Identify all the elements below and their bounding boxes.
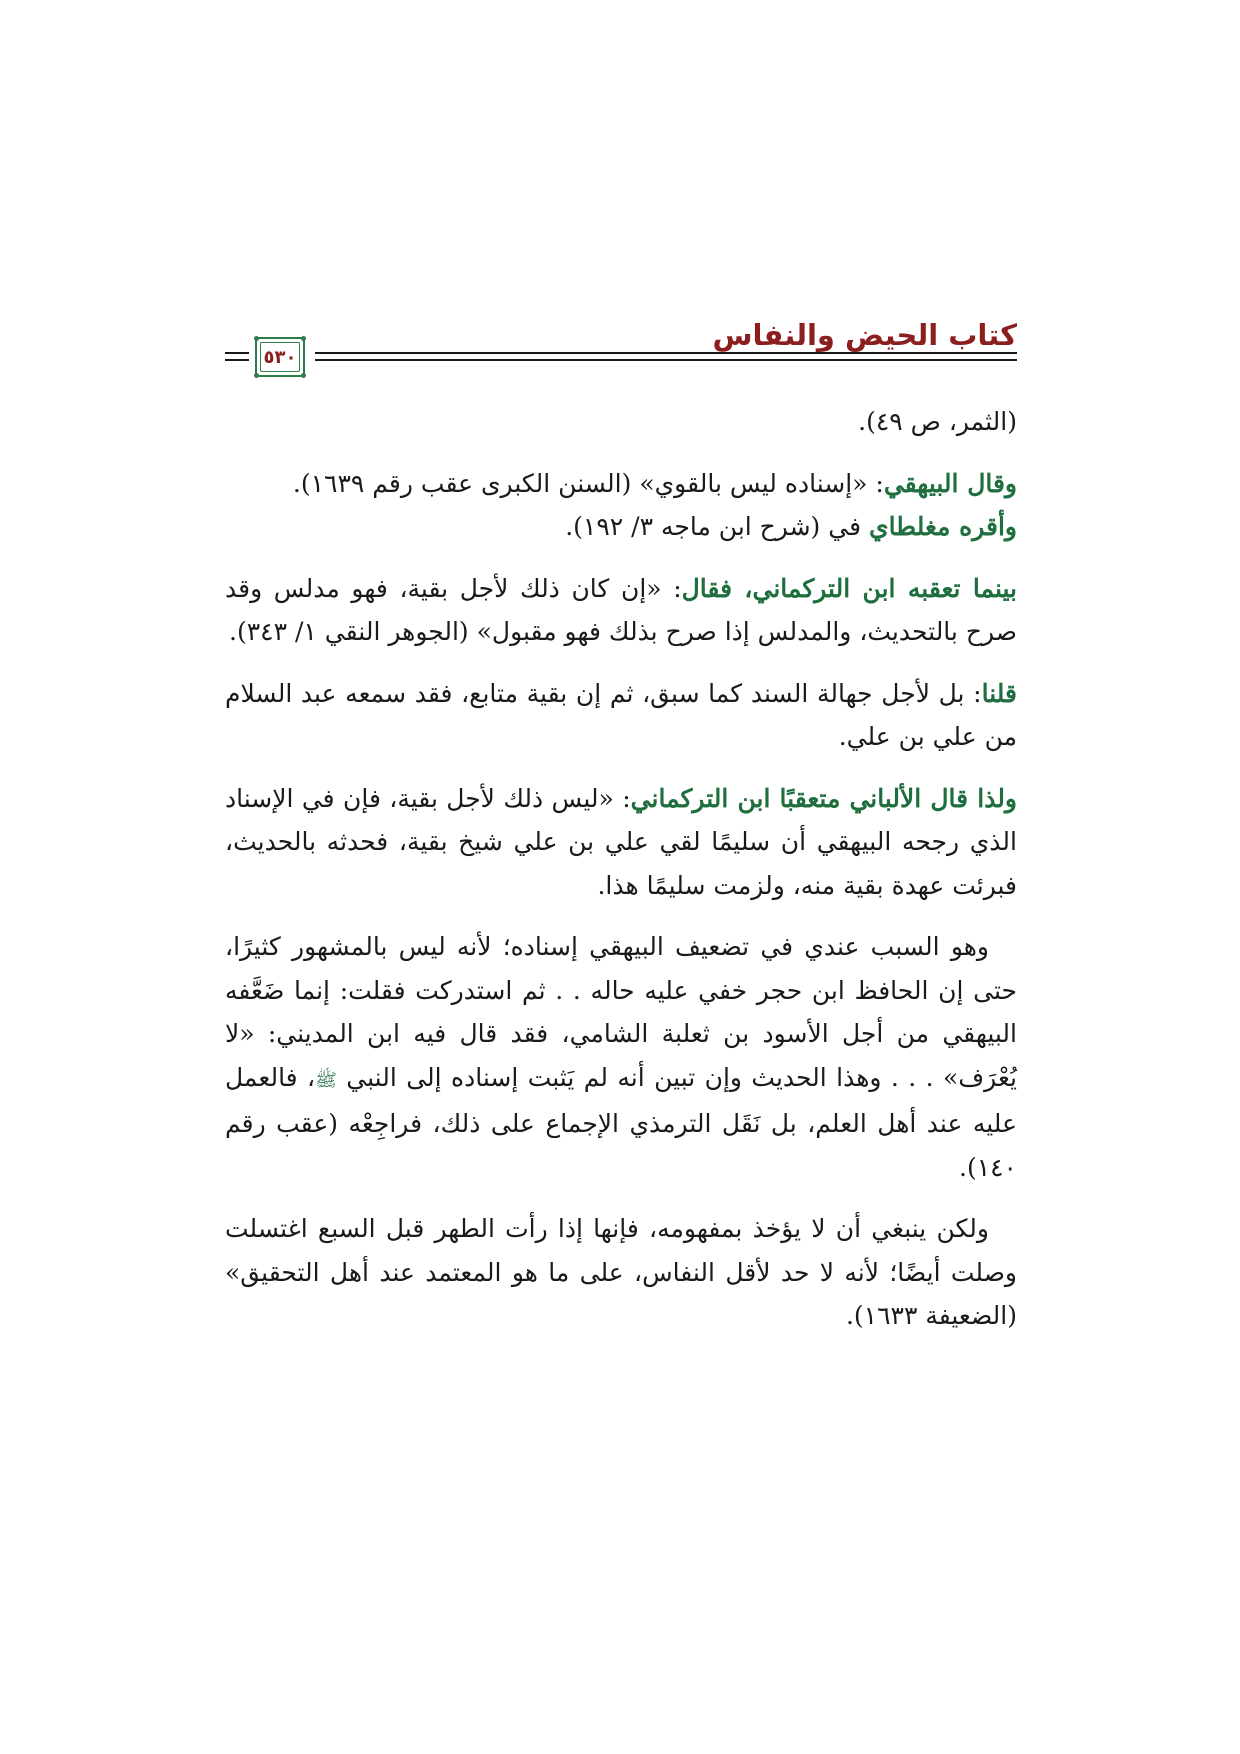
header-rule-left-top <box>225 352 249 354</box>
book-title: كتاب الحيض والنفاس <box>712 318 1017 352</box>
paragraph-citation <box>225 400 1017 444</box>
paragraph-turkmani <box>225 567 1017 654</box>
page-body <box>225 400 1017 1338</box>
paragraph-mughaltai <box>225 505 1017 549</box>
paragraph-conclusion <box>225 1207 1017 1338</box>
header-rule-top <box>315 352 1017 354</box>
speaker-label: ولذا قال الألباني متعقبًا ابن التركماني <box>630 783 1018 813</box>
paragraph-reason <box>225 925 1017 1189</box>
paragraph-text: وهو السبب عندي في تضعيف البيهقي إسناده؛ لأنه ليس بالمشهور كثيرًا، حتى إن الحافظ ابن حجر خفي عليه حاله . . ثم استدركت فقلت: إنما ضَعَّفه البيهقي من أجل الأسود بن ثعلبة الشامي، فقد قال فيه ابن المديني: «لا يُعْرَف» . . . وهذا الحديث وإن تبين أنه لم يَثبت إسناده إلى النبي <box>225 932 1017 1092</box>
paragraph-text: ، فالعمل عليه عند أهل العلم، بل نَقَل الترمذي الإجماع على ذلك، فراجِعْه (عقب رقم ١٤٠). <box>225 1062 1017 1182</box>
page-number: ٥٣٠ <box>260 342 300 372</box>
paragraph-qulna <box>225 672 1017 759</box>
paragraph-text: : «إن كان ذلك لأجل بقية، فهو مدلس وقد صرح بالتحديث، والمدلس إذا صرح بذلك فهو مقبول» (الجوهر النقي ١/ ٣٤٣). <box>225 573 1017 646</box>
header-rule-bottom <box>315 359 1017 361</box>
page-header <box>225 318 1017 388</box>
speaker-label: قلنا <box>981 678 1017 708</box>
page-number-badge <box>255 337 305 377</box>
paragraph-albani <box>225 777 1017 908</box>
paragraph-bayhaqi <box>225 462 1017 506</box>
paragraph-text: في (شرح ابن ماجه ٣/ ١٩٢). <box>565 512 869 541</box>
header-rule-left-bottom <box>225 359 249 361</box>
speaker-label: وقال البيهقي <box>883 468 1017 498</box>
paragraph-text: (الثمر، ص ٤٩). <box>858 407 1017 436</box>
salla-symbol: ﷺ <box>315 1069 337 1091</box>
paragraph-text: : «إسناده ليس بالقوي» (السنن الكبرى عقب رقم ١٦٣٩). <box>292 468 884 498</box>
paragraph-text: : بل لأجل جهالة السند كما سبق، ثم إن بقية متابع، فقد سمعه عبد السلام من علي بن علي. <box>225 678 1017 751</box>
speaker-label: وأقره مغلطاي <box>869 512 1017 541</box>
paragraph-text: ولكن ينبغي أن لا يؤخذ بمفهومه، فإنها إذا رأت الطهر قبل السبع اغتسلت وصلت أيضًا؛ لأنه لا حد لأقل النفاس، على ما هو المعتمد عند أهل التحقيق» (الضعيفة ١٦٣٣). <box>225 1214 1017 1330</box>
speaker-label: بينما تعقبه ابن التركماني، فقال <box>681 573 1017 603</box>
paragraph-text: : «ليس ذلك لأجل بقية، فإن في الإسناد الذي رجحه البيهقي أن سليمًا لقي علي بن علي شيخ بقية، فحدثه بالحديث، فبرئت عهدة بقية منه، ولزمت سليمًا هذا. <box>225 783 1017 900</box>
